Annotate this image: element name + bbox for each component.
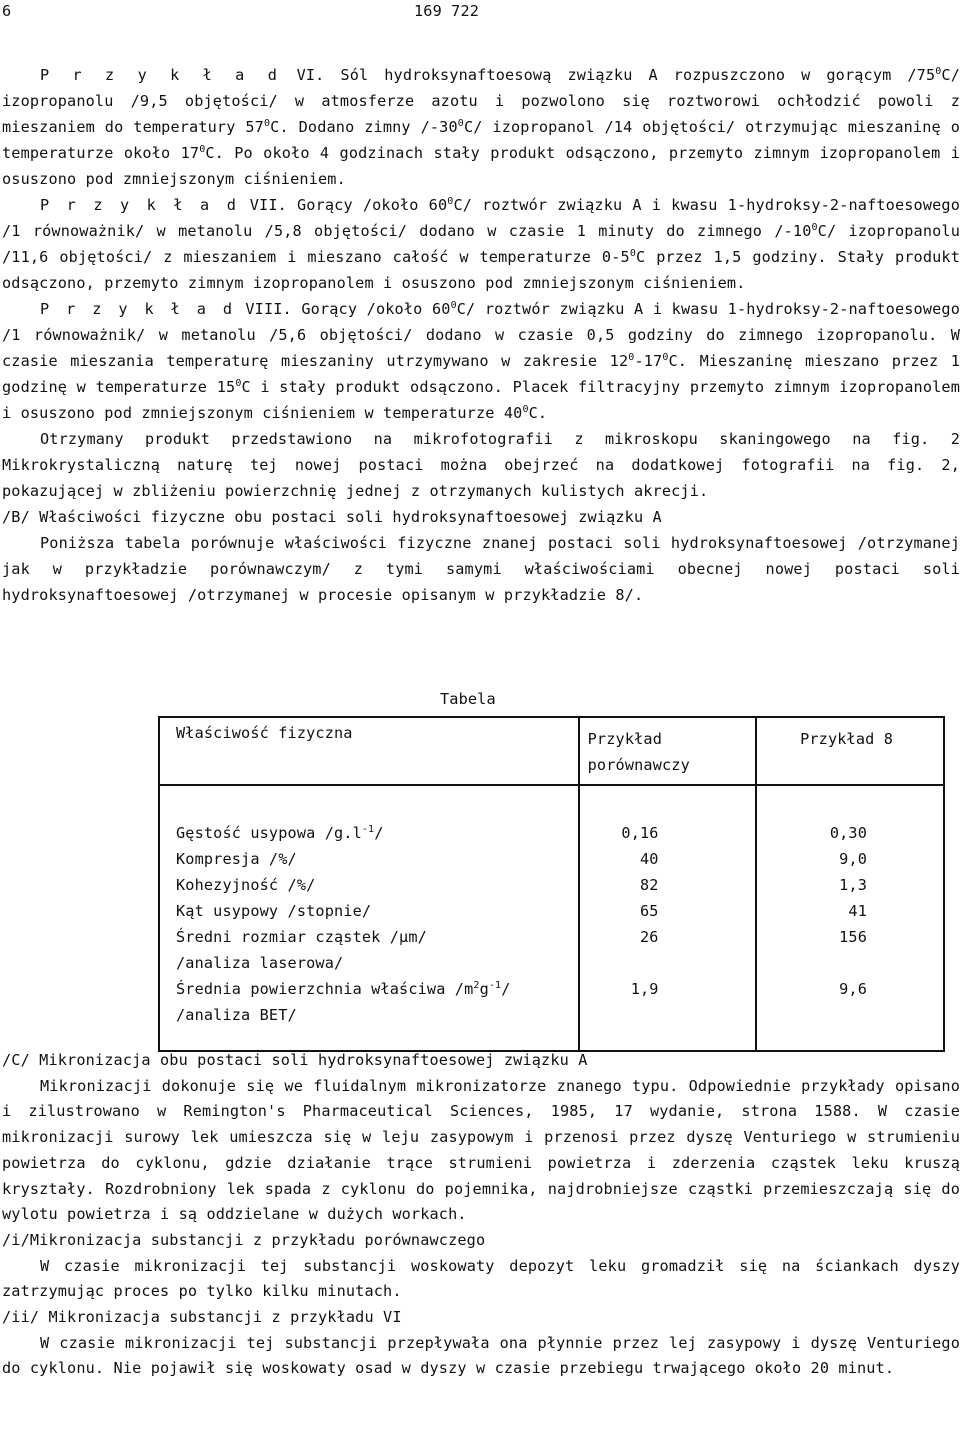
subsection-ii-text: W czasie mikronizacji tej substancji przepływała ona płynnie przez lej zasypowy i dyszę Venturiego do cyklonu. Nie pojawił się woskowaty osad w dyszy w czasie przebiegu trwającego około 20 minut.	[2, 1333, 960, 1378]
property-cell	[159, 1002, 579, 1051]
example-viii-paragraph	[2, 296, 960, 426]
degree-sup: 0	[629, 247, 636, 259]
header-comparative-line2: porównawczy	[587, 756, 690, 774]
section-c-paragraph: Mikronizacji dokonuje się we fluidalnym mikronizatorze znanego typu. Odpowiednie przykłady opisano i zilustrowano w Remington's Pharmaceutical Sciences, 1985, 17 wydanie, strona 1588. W czasie mikronizacji surowy lek umieszcza się w leju zasypowym i przenosi przez dyszę Venturiego w strumieniu powietrza do cyklonu, gdzie działanie trące strumieni powietrza i zderzenia cząstek leku kruszą kryształy. Rozdrobniony lek spada z cyklonu do pojemnika, najdrobniejsze cząstki przemieszczają się do wylotu powietrza i są oddzielane w dużych workach.	[2, 1076, 960, 1224]
unit-sup: -1	[361, 823, 375, 835]
text-run: Gorący /około 60	[286, 196, 448, 214]
text-run: C. Po około 4 godzinach stały produkt odsączono, przemyto zimnym izopropanolem i osuszono pod zmniejszonym ciśnieniem.	[2, 144, 960, 188]
degree-sup: 0	[450, 299, 457, 311]
text-run: C przez 1,5 godziny. Stały produkt odsączono, przemyto zimnym izopropanolem i osuszono pod zmniejszonym ciśnieniem.	[2, 248, 960, 292]
table-title: Tabela	[440, 690, 496, 708]
table-row	[159, 846, 944, 872]
example-vii-paragraph	[2, 192, 960, 296]
property-cell	[159, 846, 579, 872]
property-cell	[159, 898, 579, 924]
text-run: Gorący /około 60	[291, 300, 451, 318]
example8-value: 0,30	[756, 785, 944, 846]
microphoto-paragraph: Otrzymany produkt przedstawiono na mikrofotografii z mikroskopu skaningowego na fig. 2 Mikrokrystaliczną naturę tej nowej postaci można obejrzeć na dodatkowej fotografii na fig. 2, pokazującej w zbliżeniu powierzchnię jednej z otrzymanych kulistych akrecji.	[2, 430, 960, 500]
property-name: Kąt usypowy /stopnie/	[176, 902, 372, 920]
section-c-heading: /C/ Mikronizacja obu postaci soli hydroksynaftoesowej związku A	[2, 1051, 588, 1069]
degree-sup: 0	[263, 117, 271, 129]
degree-sup: 0	[628, 351, 635, 363]
unit-sup: -1	[488, 979, 502, 991]
unit-sup: 2	[473, 979, 480, 991]
example-label: P r z y k ł a d	[40, 66, 281, 84]
header-property-label: Właściwość fizyczna	[176, 724, 353, 742]
subsection-i-text: W czasie mikronizacji tej substancji woskowaty depozyt leku gromadził się na ściankach dyszy zatrzymując proces po tylko kilku minutach.	[2, 1256, 960, 1301]
example-numeral: VIII.	[245, 300, 292, 318]
degree-sup: 0	[935, 65, 942, 77]
text-run: C/ izopropanol /14 objętości/ otrzymując mieszaninę o temperaturze około 17	[2, 118, 960, 162]
body-text	[2, 62, 960, 608]
table-row	[159, 898, 944, 924]
header-property	[159, 717, 579, 785]
example-label: P r z y k ł a d	[40, 300, 236, 318]
example-label: P r z y k ł a d	[40, 196, 240, 214]
degree-sup: 0	[235, 377, 242, 389]
example8-value: 156	[756, 924, 944, 950]
example8-value	[756, 950, 944, 976]
table-intro-paragraph: Poniższa tabela porównuje właściwości fizyczne znanej postaci soli hydroksynaftoesowej /otrzymanej jak w przykładzie porównawczym/ z tymi samymi właściwościami obecnej nowej postaci soli hydroksynaftoesowej /otrzymanej w procesie opisanym w przykładzie 8/.	[2, 534, 960, 604]
example8-value: 1,3	[756, 872, 944, 898]
document-number: 169 722	[414, 2, 480, 20]
comparative-value: 1,9	[579, 976, 756, 1002]
text-run: Sól hydroksynaftoesową związku A rozpuszczono w gorącym /75	[324, 66, 936, 84]
property-name-end: /	[501, 980, 511, 998]
text-run: C.	[528, 404, 548, 422]
text-run: C. Mieszaninę mieszano przez 1 godzinę w temperaturze 15	[2, 352, 960, 396]
comparative-value: 82	[579, 872, 756, 898]
property-name: Kompresja /%/	[176, 850, 297, 868]
comparative-value: 26	[579, 924, 756, 950]
subsection-ii-heading: /ii/ Mikronizacja substancji z przykładu VI	[2, 1308, 402, 1327]
example-numeral: VII.	[249, 196, 287, 214]
comparative-value	[579, 950, 756, 976]
property-cell	[159, 976, 579, 1002]
property-cell	[159, 785, 579, 846]
page-header	[0, 0, 960, 30]
table-row	[159, 872, 944, 898]
comparative-value	[579, 1002, 756, 1051]
degree-sup: 0	[662, 351, 669, 363]
table-row	[159, 785, 944, 846]
section-c	[2, 1048, 960, 1382]
degree-sup: 0	[522, 403, 529, 415]
comparative-value: 65	[579, 898, 756, 924]
example-vi-paragraph	[2, 62, 960, 192]
table-row	[159, 950, 944, 976]
subsection-i-heading: /i/Mikronizacja substancji z przykładu porównawczego	[2, 1230, 486, 1249]
property-name: /analiza laserowa/	[176, 954, 344, 972]
text-run: C/ roztwór związku A i kwasu 1-hydroksy-2-naftoesowego /1 równoważnik/ w metanolu /5,6 objętości/ dodano w czasie 0,5 godziny do zimnego izopropanolu. W czasie mieszania temperaturę mieszaniny utrzymywano w zakresie 12	[2, 300, 960, 370]
section-b-heading: /B/ Właściwości fizyczne obu postaci soli hydroksynaftoesowej związku A	[2, 508, 662, 526]
text-run: C/ izopropanolu /9,5 objętości/ w atmosferze azotu i pozwolono się roztworowi ochłodzić powoli z mieszaniem do temperatury 57	[2, 66, 960, 136]
degree-sup: 0	[199, 143, 206, 155]
property-cell	[159, 872, 579, 898]
header-comparative-line1: Przykład	[587, 730, 662, 748]
example8-value	[756, 1002, 944, 1051]
table-row	[159, 976, 944, 1002]
comparative-value: 0,16	[579, 785, 756, 846]
property-name-mid: g	[479, 980, 489, 998]
example8-value: 9,6	[756, 976, 944, 1002]
page-number: 6	[2, 2, 12, 20]
text-run: C. Dodano zimny /-30	[270, 118, 458, 136]
text-run: C i stały produkt odsączono. Placek filtracyjny przemyto zimnym izopropanolem i osuszono pod zmniejszonym ciśnieniem w temperaturze 40	[2, 378, 960, 422]
degree-sup: 0	[811, 221, 818, 233]
table-row	[159, 1002, 944, 1051]
property-cell	[159, 924, 579, 950]
degree-sup: 0	[447, 195, 454, 207]
property-name: Gęstość usypowa /g.l	[176, 824, 362, 842]
property-name: Średnia powierzchnia właściwa /m	[176, 980, 474, 998]
degree-sup: 0	[457, 117, 464, 129]
header-example8-label: Przykład 8	[800, 730, 893, 748]
example8-value: 41	[756, 898, 944, 924]
header-example8	[756, 717, 944, 785]
comparative-value: 40	[579, 846, 756, 872]
property-name: Średni rozmiar cząstek /μm/	[176, 928, 427, 946]
text-run: C/ izopropanolu /11,6 objętości/ z mieszaniem i mieszano całość w temperaturze 0-5	[2, 222, 960, 266]
example-numeral: VI.	[296, 66, 325, 84]
property-name-end: /	[374, 824, 384, 842]
example8-value: 9,0	[756, 846, 944, 872]
property-name: Kohezyjność /%/	[176, 876, 316, 894]
text-run: -17	[634, 352, 663, 370]
property-name: /analiza BET/	[176, 1006, 297, 1024]
text-run: C/ roztwór związku A i kwasu 1-hydroksy-2-naftoesowego /1 równoważnik/ w metanolu /5,8 objętości/ dodano w czasie 1 minuty do zimnego /-10	[2, 196, 960, 240]
table-header-row	[159, 717, 944, 785]
header-comparative	[579, 717, 756, 785]
property-cell	[159, 950, 579, 976]
table-row	[159, 924, 944, 950]
properties-table	[158, 716, 945, 1052]
